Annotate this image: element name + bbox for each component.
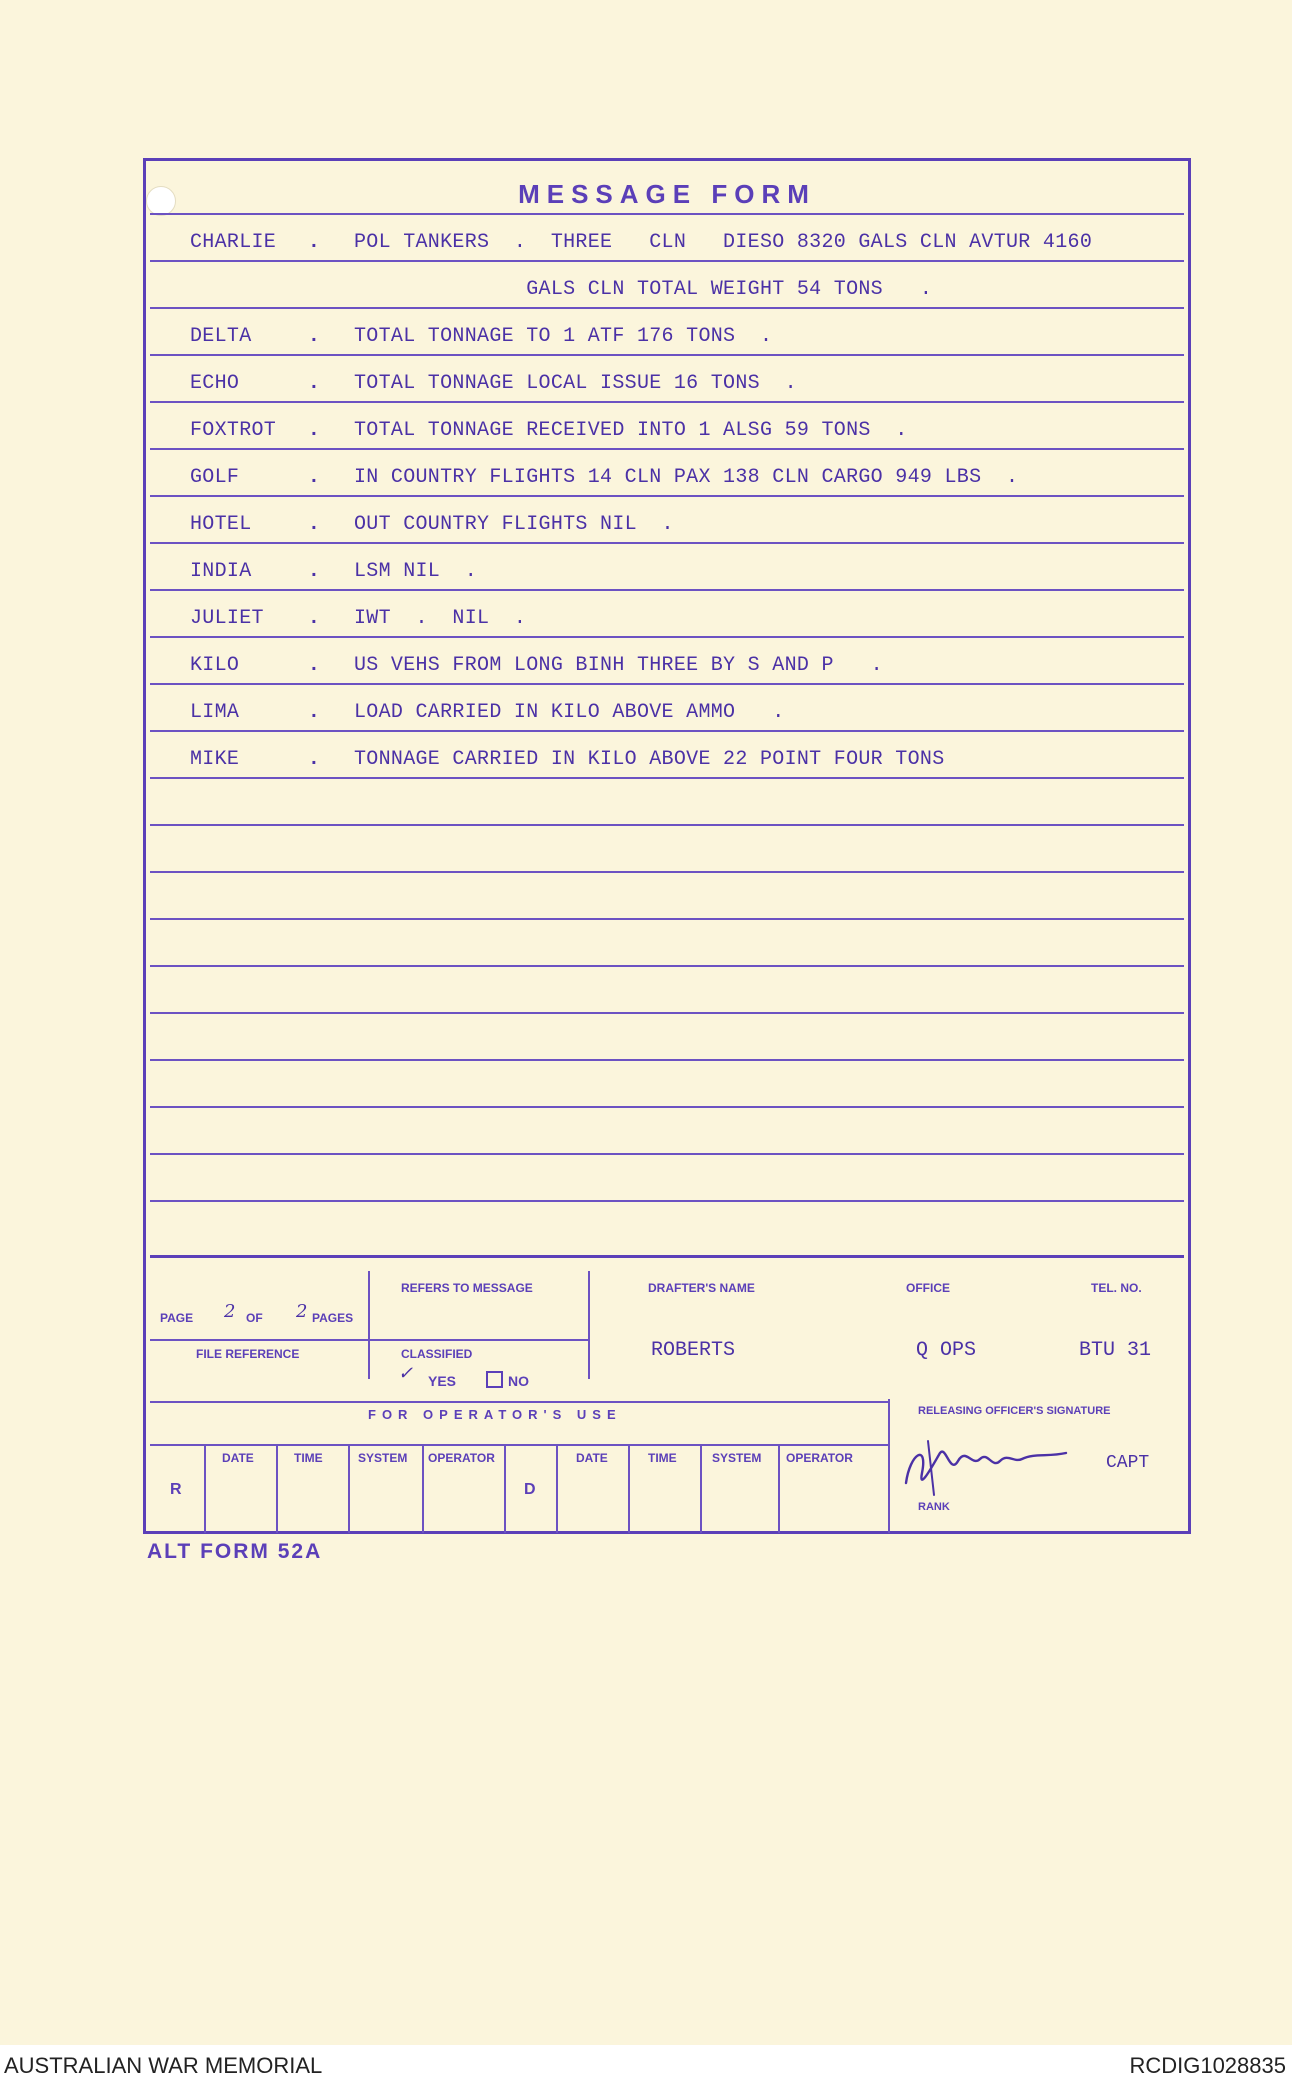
line-text: LOAD CARRIED IN KILO ABOVE AMMO . — [354, 701, 785, 724]
line-separator: . — [307, 701, 321, 724]
ruled-line — [150, 589, 1184, 591]
file-reference-label: FILE REFERENCE — [196, 1347, 300, 1361]
yes-label: YES — [428, 1373, 457, 1389]
ruled-line — [150, 965, 1184, 967]
divider — [588, 1271, 590, 1379]
office-label: OFFICE — [906, 1281, 950, 1295]
line-separator: . — [307, 231, 321, 254]
time-label: TIME — [648, 1451, 677, 1465]
line-text: LSM NIL . — [354, 560, 478, 583]
line-separator: . — [307, 419, 321, 442]
line-text: TOTAL TONNAGE TO 1 ATF 176 TONS . — [354, 325, 773, 348]
line-text: TOTAL TONNAGE LOCAL ISSUE 16 TONS . — [354, 372, 797, 395]
tel-no-label: TEL. NO. — [1091, 1281, 1142, 1295]
divider — [778, 1444, 780, 1533]
line-code: JULIET — [190, 607, 264, 630]
drafters-name-value: ROBERTS — [651, 1339, 736, 1362]
line-separator: . — [307, 748, 321, 771]
ruled-line — [150, 542, 1184, 544]
line-code: FOXTROT — [190, 419, 277, 442]
ruled-line — [150, 871, 1184, 873]
ruled-line — [150, 495, 1184, 497]
line-separator: . — [307, 560, 321, 583]
line-text: OUT COUNTRY FLIGHTS NIL . — [354, 513, 674, 536]
ruled-line — [150, 307, 1184, 309]
ruled-line — [150, 730, 1184, 732]
divider — [348, 1444, 350, 1533]
ruled-line — [150, 1106, 1184, 1108]
ruled-line — [150, 1059, 1184, 1061]
pages-label: PAGES — [312, 1311, 354, 1325]
ruled-line — [150, 1012, 1184, 1014]
archive-name: AUSTRALIAN WAR MEMORIAL — [4, 2053, 323, 2078]
line-code: GOLF — [190, 466, 240, 489]
line-separator: . — [307, 513, 321, 536]
ruled-line — [150, 824, 1184, 826]
line-text: IN COUNTRY FLIGHTS 14 CLN PAX 138 CLN CARGO 949 LBS . — [354, 466, 1019, 489]
divider — [150, 1339, 368, 1341]
line-code: CHARLIE — [190, 231, 277, 254]
line-separator: . — [307, 654, 321, 677]
drafters-name-label: DRAFTER'S NAME — [648, 1281, 755, 1295]
divider — [204, 1444, 206, 1533]
of-label: OF — [246, 1311, 263, 1325]
ruled-line — [150, 401, 1184, 403]
admin-block-top-rule — [150, 1255, 1184, 1258]
refers-to-message-label: REFERS TO MESSAGE — [401, 1281, 533, 1295]
page-number: 2 — [224, 1301, 236, 1322]
ruled-line — [150, 777, 1184, 779]
line-text: POL TANKERS . THREE CLN DIESO 8320 GALS CLN AVTUR 4160 — [354, 231, 1093, 254]
divider — [700, 1444, 702, 1533]
line-text: US VEHS FROM LONG BINH THREE BY S AND P . — [354, 654, 883, 677]
for-operators-use-label: FOR OPERATOR'S USE — [368, 1407, 622, 1422]
form-title: MESSAGE FORM — [518, 179, 816, 209]
tel-no-value: BTU 31 — [1079, 1339, 1152, 1362]
line-code: ECHO — [190, 372, 240, 395]
r-label: R — [170, 1481, 182, 1498]
divider — [422, 1444, 424, 1533]
system-label: SYSTEM — [712, 1451, 762, 1465]
divider — [504, 1444, 506, 1533]
message-form — [143, 158, 1191, 1534]
no-checkbox[interactable] — [486, 1371, 503, 1388]
rank-value: CAPT — [1106, 1453, 1150, 1473]
system-label: SYSTEM — [358, 1451, 408, 1465]
line-code: DELTA — [190, 325, 252, 348]
line-code: HOTEL — [190, 513, 252, 536]
ruled-line — [150, 213, 1184, 215]
page-label: PAGE — [160, 1311, 194, 1325]
line-separator: . — [307, 607, 321, 630]
ruled-line — [150, 1200, 1184, 1202]
line-text: IWT . NIL . — [354, 607, 527, 630]
divider — [276, 1444, 278, 1533]
d-label: D — [524, 1481, 536, 1498]
line-separator: . — [307, 466, 321, 489]
form-number: ALT FORM 52A — [147, 1540, 323, 1563]
releasing-officer-signature-label: RELEASING OFFICER'S SIGNATURE — [918, 1405, 1111, 1417]
divider — [556, 1444, 558, 1533]
ruled-line — [150, 683, 1184, 685]
time-label: TIME — [294, 1451, 323, 1465]
operator-label: OPERATOR — [786, 1451, 853, 1465]
line-code: LIMA — [190, 701, 240, 724]
operator-label: OPERATOR — [428, 1451, 495, 1465]
ruled-line — [150, 1153, 1184, 1155]
line-text: TOTAL TONNAGE RECEIVED INTO 1 ALSG 59 TONS . — [354, 419, 908, 442]
date-label: DATE — [222, 1451, 254, 1465]
archive-footer — [0, 2045, 1292, 2082]
divider — [628, 1444, 630, 1533]
classified-label: CLASSIFIED — [401, 1347, 473, 1361]
page-total: 2 — [296, 1301, 308, 1322]
signature — [888, 1423, 1088, 1503]
archive-id: RCDIG1028835 — [1129, 2053, 1286, 2078]
no-label: NO — [508, 1373, 529, 1389]
line-separator: . — [307, 325, 321, 348]
classified-check-mark: ✓ — [398, 1363, 414, 1384]
line-code: MIKE — [190, 748, 240, 771]
ruled-line — [150, 354, 1184, 356]
office-value: Q OPS — [916, 1339, 977, 1362]
ruled-line — [150, 636, 1184, 638]
line-code: KILO — [190, 654, 240, 677]
ruled-line — [150, 918, 1184, 920]
ruled-line — [150, 260, 1184, 262]
divider — [368, 1271, 370, 1379]
line-separator: . — [307, 372, 321, 395]
date-label: DATE — [576, 1451, 608, 1465]
ruled-line — [150, 448, 1184, 450]
divider — [150, 1401, 888, 1403]
divider — [368, 1339, 588, 1341]
line-text: GALS CLN TOTAL WEIGHT 54 TONS . — [354, 278, 933, 301]
rank-label: RANK — [918, 1501, 950, 1513]
line-text: TONNAGE CARRIED IN KILO ABOVE 22 POINT FOUR TONS — [354, 748, 945, 771]
line-code: INDIA — [190, 560, 252, 583]
